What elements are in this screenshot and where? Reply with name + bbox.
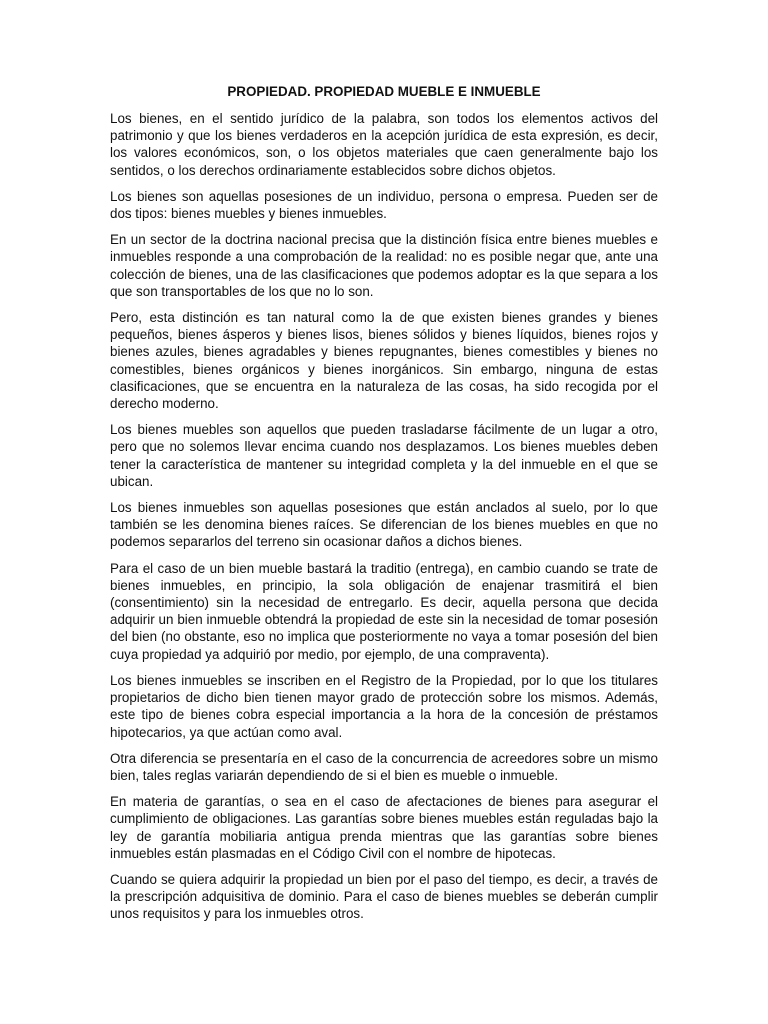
document-page bbox=[110, 83, 658, 932]
paragraph-prescription: Cuando se quiera adquirir la propiedad un bien por el paso del tiempo, es decir, a través de la prescripción adquisitiva de dominio. Para el caso de bienes muebles se deberán cumplir unos requisitos y para los inmuebles otros. bbox=[110, 871, 658, 922]
paragraph-guarantees: En materia de garantías, o sea en el caso de afectaciones de bienes para asegurar el cumplimiento de obligaciones. Las garantías sobre bienes muebles están reguladas bajo la ley de garantía mobiliaria antigua prenda mientras que las garantías sobre bienes inmuebles están plasmadas en el Código Civil con el nombre de hipotecas. bbox=[110, 794, 658, 861]
paragraph-immovable-goods: Los bienes inmuebles son aquellas posesiones que están anclados al suelo, por lo que también se les denomina bienes raíces. Se diferencian de los bienes muebles en que no podemos separarlos del terreno sin ocasionar daños a dichos bienes. bbox=[110, 500, 658, 550]
paragraph-natural-distinction: Pero, esta distinción es tan natural como la de que existen bienes grandes y bienes pequeños, bienes ásperos y bienes lisos, bienes sólidos y bienes líquidos, bienes rojos y bienes azules, bienes agradables y bienes repugnantes, bienes comestibles y bienes no comestibles, bienes orgánicos y bienes inorgánicos. Sin embargo, ninguna de estas clasificaciones, que se encuentra en la naturaleza de las cosas, ha sido recogida por el derecho moderno. bbox=[110, 310, 658, 412]
paragraph-definition: Los bienes, en el sentido jurídico de la palabra, son todos los elementos activos del patrimonio y que los bienes verdaderos en la acepción jurídica de esta expresión, es decir, los valores económicos, son, o los objetos materiales que caen generalmente bajo los sentidos, o los derechos ordinariamente establecidos sobre dichos objetos. bbox=[110, 111, 658, 178]
paragraph-movable-goods: Los bienes muebles son aquellos que pueden trasladarse fácilmente de un lugar a otro, pero que no solemos llevar encima cuando nos desplazamos. Los bienes muebles deben tener la característica de mantener su integridad completa y la del inmueble en el que se ubican. bbox=[110, 422, 658, 489]
paragraph-types: Los bienes son aquellas posesiones de un individuo, persona o empresa. Pueden ser de dos tipos: bienes muebles y bienes inmuebles. bbox=[110, 188, 658, 222]
paragraph-traditio: Para el caso de un bien mueble bastará la traditio (entrega), en cambio cuando se trate de bienes inmuebles, en principio, la sola obligación de enajenar trasmitirá el bien (consentimiento) sin la necesidad de entregarlo. Es decir, aquella persona que decida adquirir un bien inmueble obtendrá la propiedad de este sin la necesidad de tomar posesión del bien (no obstante, eso no implica que posteriormente no vaya a tomar posesión del bien cuya propiedad ya adquirió por medio, por ejemplo, de una compraventa). bbox=[110, 560, 658, 662]
paragraph-creditors: Otra diferencia se presentaría en el caso de la concurrencia de acreedores sobre un mismo bien, tales reglas variarán dependiendo de si el bien es mueble o inmueble. bbox=[110, 750, 658, 783]
paragraph-doctrine: En un sector de la doctrina nacional precisa que la distinción física entre bienes muebles e inmuebles responde a una comprobación de la realidad: no es posible negar que, ante una colección de bienes, una de las clasificaciones que podemos adoptar es la que separa a los que son transportables de los que no lo son. bbox=[110, 232, 658, 299]
paragraph-registry: Los bienes inmuebles se inscriben en el Registro de la Propiedad, por lo que los titulares propietarios de dicho bien tienen mayor grado de protección sobre los mismos. Además, este tipo de bienes cobra especial importancia a la hora de la concesión de préstamos hipotecarios, ya que actúan como aval. bbox=[110, 672, 658, 740]
document-title: PROPIEDAD. PROPIEDAD MUEBLE E INMUEBLE bbox=[227, 84, 541, 99]
